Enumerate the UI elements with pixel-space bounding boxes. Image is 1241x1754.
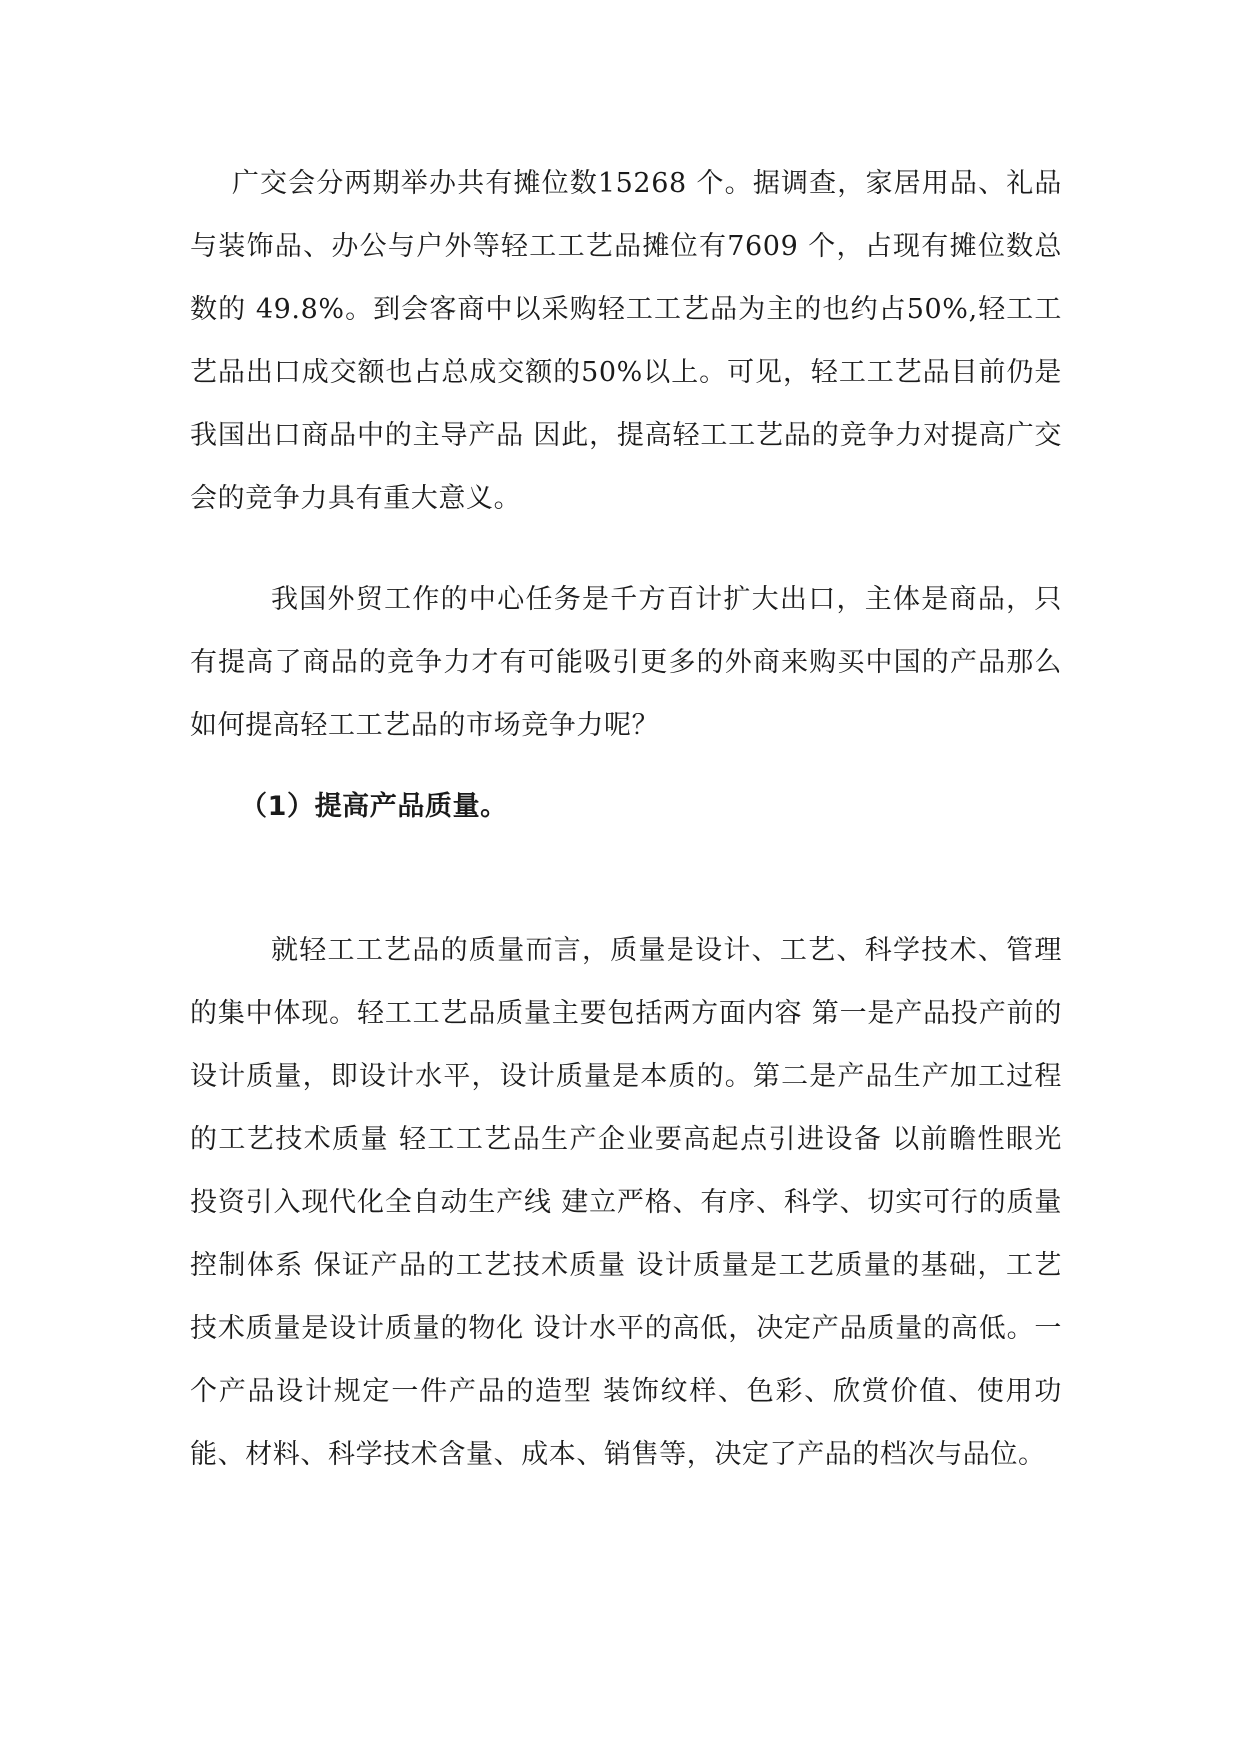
question-paragraph: 我国外贸工作的中心任务是千方百计扩大出口，主体是商品，只有提高了商品的竞争力才有可能吸引更多的外商来购买中国的产品那么如何提高轻工工艺品的市场竞争力呢？ xyxy=(190,584,1062,741)
section-paragraph: 就轻工工艺品的质量而言，质量是设计、工艺、科学技术、管理的集中体现。轻工工艺品质量主要包括两方面内容 第一是产品投产前的设计质量，即设计水平，设计质量是本质的。第二是产品生产加工过程的工艺技术质量 轻工工艺品生产企业要高起点引进设备 以前瞻性眼光投资引入现代化全自动生产线 建立严格、有序、科学、切实可行的质量控制体系 保证产品的工艺技术质量 设计质量是工艺质量的基础，工艺技术质量是设计质量的物化 设计水平的高低，决定产品质量的高低。一个产品设计规定一件产品的造型 装饰纹样、色彩、欣赏价值、使用功能、材料、科学技术含量、成本、销售等，决定了产品的档次与品位。 xyxy=(190,935,1062,1470)
intro-paragraph: 广交会分两期举办共有摊位数15268 个。据调查，家居用品、礼品与装饰品、办公与户外等轻工工艺品摊位有7609 个，占现有摊位数总数的 49.8%。到会客商中以采购轻工工艺品为主的也约占50%,轻工工艺品出口成交额也占总成交额的50%以上。可见，轻工工艺品目前仍是我国出口商品中的主导产品 因此，提高轻工工艺品的竞争力对提高广交会的竞争力具有重大意义。 xyxy=(190,168,1063,514)
section-heading: （1）提高产品质量。 xyxy=(240,791,508,822)
